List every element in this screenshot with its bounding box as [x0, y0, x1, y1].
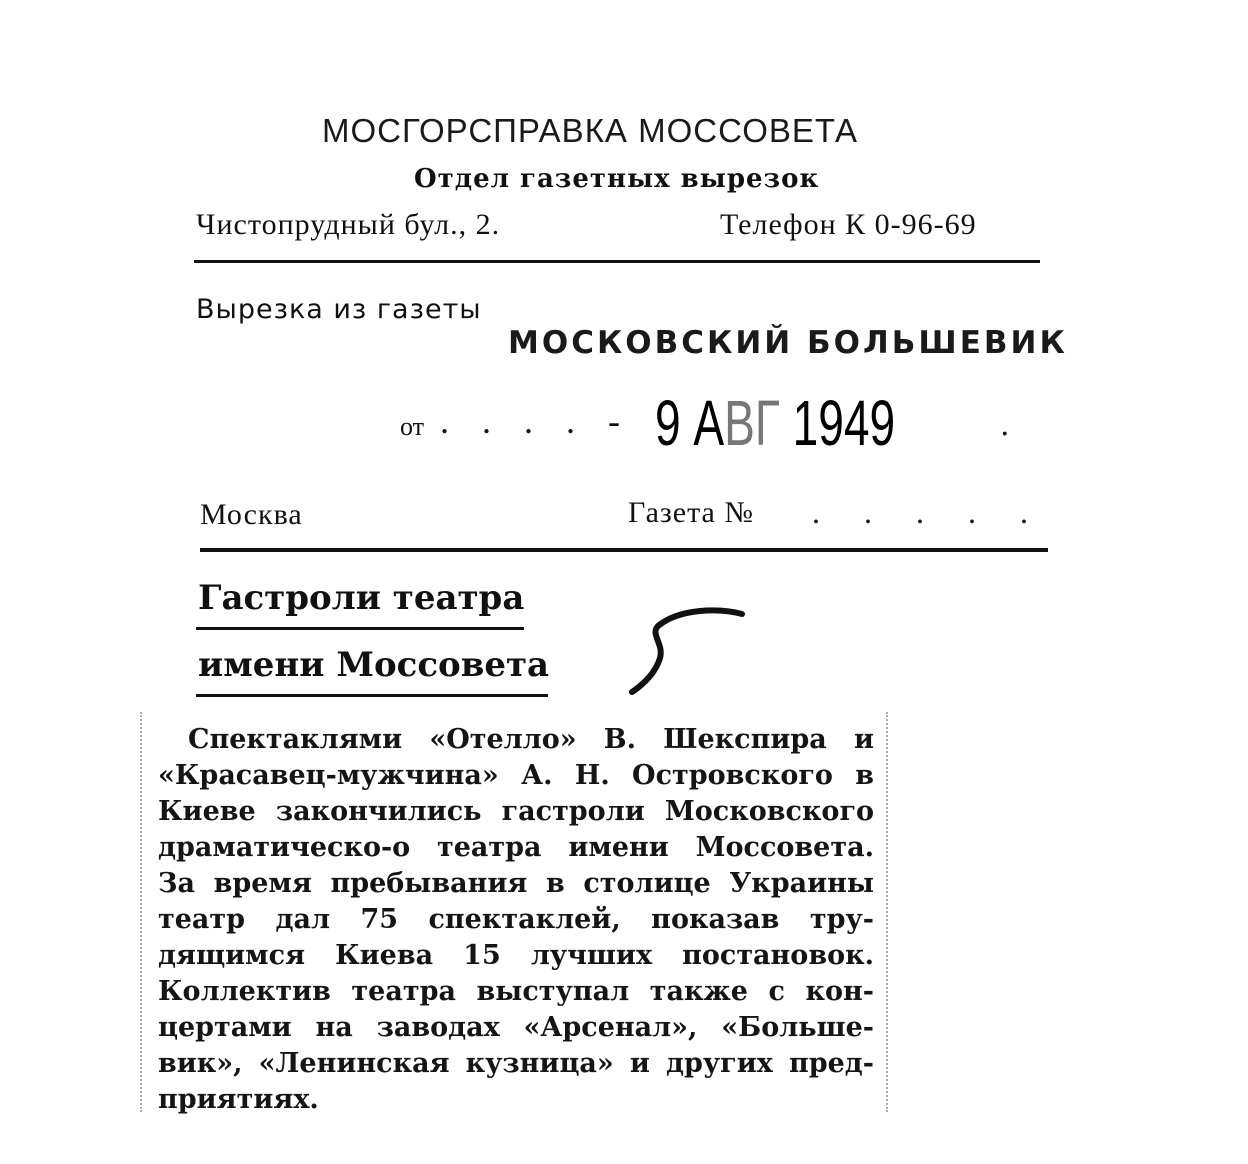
article-line: вик», «Ленинская кузница» и других пред- — [158, 1048, 874, 1079]
header-divider — [194, 260, 1040, 263]
issue-label: Газета № — [628, 496, 754, 529]
section-divider — [200, 548, 1048, 552]
clipping-label: Вырезка из газеты — [196, 294, 482, 325]
city: Москва — [200, 498, 303, 531]
address: Чистопрудный бул., 2. — [196, 208, 501, 241]
date-trail: . — [1000, 408, 1010, 443]
article-line: Киеве закончились гастроли Московского — [158, 796, 874, 827]
phone-number: Телефон К 0-96-69 — [720, 208, 977, 241]
issue-dots: . . . . . — [812, 494, 1046, 530]
headline-underline-1 — [196, 627, 524, 630]
newspaper-name: МОСКОВСКИЙ БОЛЬШЕВИК — [508, 325, 1068, 361]
article-line: Коллектив театра выступал также с кон- — [158, 976, 874, 1007]
article-line: Спектаклями «Отелло» В. Шекспира и — [188, 724, 874, 755]
article-line: приятиях. — [158, 1084, 319, 1115]
date-dots: . . . . - — [440, 401, 632, 441]
article-line: За время пребывания в столице Украины — [158, 868, 874, 899]
article-body — [140, 712, 888, 1115]
date-day-month: 9 А — [655, 387, 725, 459]
headline-underline-2 — [196, 694, 548, 697]
article-line: цертами на заводах «Арсенал», «Больше- — [158, 1012, 874, 1043]
article-line: дящимся Киева 15 лучших постановок. — [158, 940, 874, 971]
article-line: театр дал 75 спектаклей, показав тру- — [158, 904, 874, 935]
handwritten-mark — [620, 600, 760, 700]
headline-line-1: Гастроли театра — [198, 578, 525, 618]
article-line: драматическо-о театра имени Моссовета. — [158, 832, 874, 863]
date-month-rest: ВГ — [724, 387, 780, 459]
date-stamp — [655, 386, 895, 460]
organization-name: МОСГОРСПРАВКА МОССОВЕТА — [322, 112, 858, 149]
article-line: «Красавец-мужчина» А. Н. Островского в — [158, 760, 874, 791]
date-prefix: от — [400, 412, 425, 441]
headline-line-2: имени Моссовета — [198, 645, 550, 685]
date-year: 1949 — [792, 387, 896, 459]
department-name: Отдел газетных вырезок — [414, 164, 820, 194]
